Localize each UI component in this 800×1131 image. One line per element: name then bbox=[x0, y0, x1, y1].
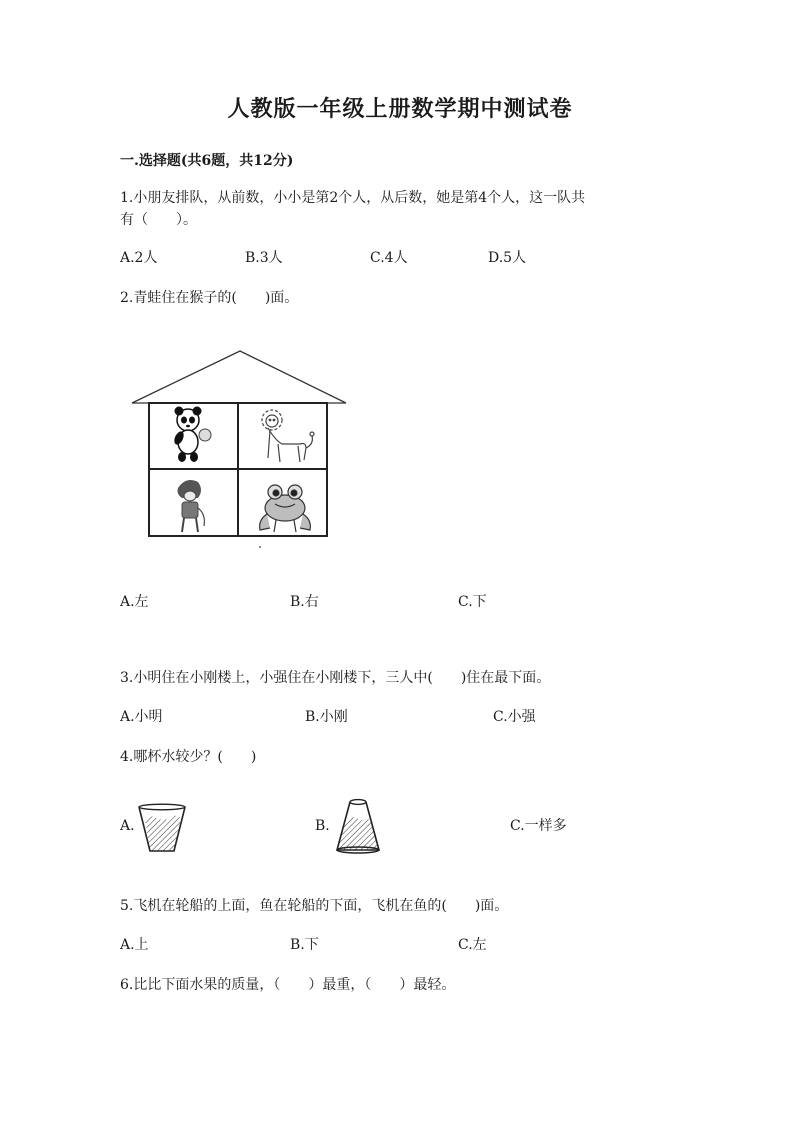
q5-option-b: B.下 bbox=[290, 937, 319, 953]
monkey-icon bbox=[178, 480, 205, 532]
q1-option-c: C.4人 bbox=[370, 250, 408, 266]
house-figure bbox=[130, 348, 350, 548]
question-3: 3.小明住在小刚楼上，小强住在小刚楼下，三人中( )住在最下面。 bbox=[120, 670, 551, 686]
frog-icon bbox=[260, 485, 311, 532]
question-4: 4.哪杯水较少？( ) bbox=[120, 749, 257, 765]
section-heading: 一.选择题(共6题，共12分) bbox=[120, 153, 294, 169]
question-5: 5.飞机在轮船的上面，鱼在轮船的下面，飞机在鱼的( )面。 bbox=[120, 898, 509, 914]
q1-option-a: A.2人 bbox=[120, 250, 158, 266]
q2-option-b: B.右 bbox=[290, 594, 319, 610]
question-1 bbox=[120, 187, 680, 231]
q4-option-a: A. bbox=[120, 818, 135, 834]
stray-mark bbox=[259, 546, 261, 548]
q3-option-b: B.小刚 bbox=[305, 709, 348, 725]
question-6: 6.比比下面水果的质量，（ ）最重，（ ）最轻。 bbox=[120, 977, 456, 993]
q1-option-d: D.5人 bbox=[488, 250, 527, 266]
page-title: 人教版一年级上册数学期中测试卷 bbox=[227, 96, 573, 122]
question-1-line-1: 1.小朋友排队，从前数，小小是第2个人，从后数，她是第4个人，这一队共 bbox=[120, 190, 586, 206]
panda-icon bbox=[172, 407, 211, 463]
q2-option-c: C.下 bbox=[458, 594, 487, 610]
q4-option-b: B. bbox=[315, 818, 330, 834]
q5-option-a: A.上 bbox=[120, 937, 149, 953]
wide-top-cup-icon bbox=[137, 803, 187, 855]
question-1-line-2: 有（ ）。 bbox=[120, 212, 197, 228]
q5-option-c: C.左 bbox=[458, 937, 487, 953]
q4-option-c: C.一样多 bbox=[510, 818, 567, 834]
q3-option-a: A.小明 bbox=[120, 709, 163, 725]
q3-option-c: C.小强 bbox=[493, 709, 536, 725]
question-2: 2.青蛙住在猴子的( )面。 bbox=[120, 290, 299, 306]
q2-option-a: A.左 bbox=[120, 594, 149, 610]
narrow-top-cup-icon bbox=[333, 798, 383, 856]
lion-icon bbox=[262, 410, 314, 462]
q1-option-b: B.3人 bbox=[245, 250, 283, 266]
house-roof bbox=[132, 351, 346, 403]
